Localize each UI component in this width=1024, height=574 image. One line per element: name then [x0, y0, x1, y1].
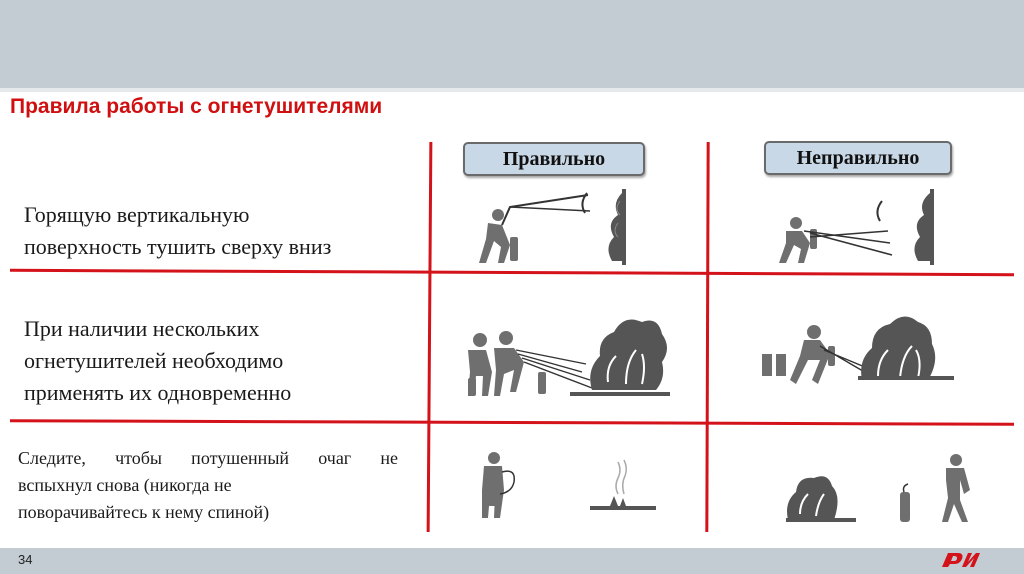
slide-title: Правила работы с огнетушителями: [10, 95, 383, 118]
rule-1-line-1: Горящую вертикальную: [24, 202, 250, 227]
grid-line-vertical-2: [705, 142, 709, 532]
incorrect-column-label: Неправильно: [796, 146, 920, 169]
row2-incorrect-illustration: [758, 288, 958, 398]
rule-3-line-1: Следите, чтобы потушенный очаг не: [18, 448, 398, 468]
header-strip: [0, 88, 1024, 92]
rzd-logo-icon: [938, 551, 984, 569]
incorrect-column-header: [764, 141, 952, 175]
row3-incorrect-illustration: [780, 450, 980, 530]
rule-2-line-1: При наличии нескольких: [24, 316, 260, 341]
row3-correct-illustration: [470, 450, 670, 525]
rule-2-line-3: применять их одновременно: [24, 380, 292, 405]
correct-column-label: Правильно: [502, 147, 606, 170]
grid-line-horizontal-2: [10, 419, 1014, 426]
row2-correct-illustration: [462, 292, 672, 404]
rule-3-line-2: вспыхнул снова (никогда не: [18, 475, 232, 495]
grid-line-horizontal-1: [10, 269, 1014, 276]
page-number: 34: [18, 552, 33, 567]
rule-3-line-3: поворачивайтесь к нему спиной): [18, 502, 270, 522]
rule-1-line-2: поверхность тушить сверху вниз: [24, 234, 332, 259]
row1-incorrect-illustration: [770, 185, 940, 267]
rule-1-text: [24, 199, 331, 263]
grid-line-vertical-1: [427, 142, 433, 532]
header-bar: [0, 0, 1024, 88]
row1-correct-illustration: [470, 185, 635, 267]
rule-2-text: [24, 313, 291, 409]
footer-bar: [0, 548, 1024, 574]
rule-2-line-2: огнетушителей необходимо: [24, 348, 284, 373]
rule-3-text: [18, 445, 398, 526]
correct-column-header: [463, 142, 645, 176]
